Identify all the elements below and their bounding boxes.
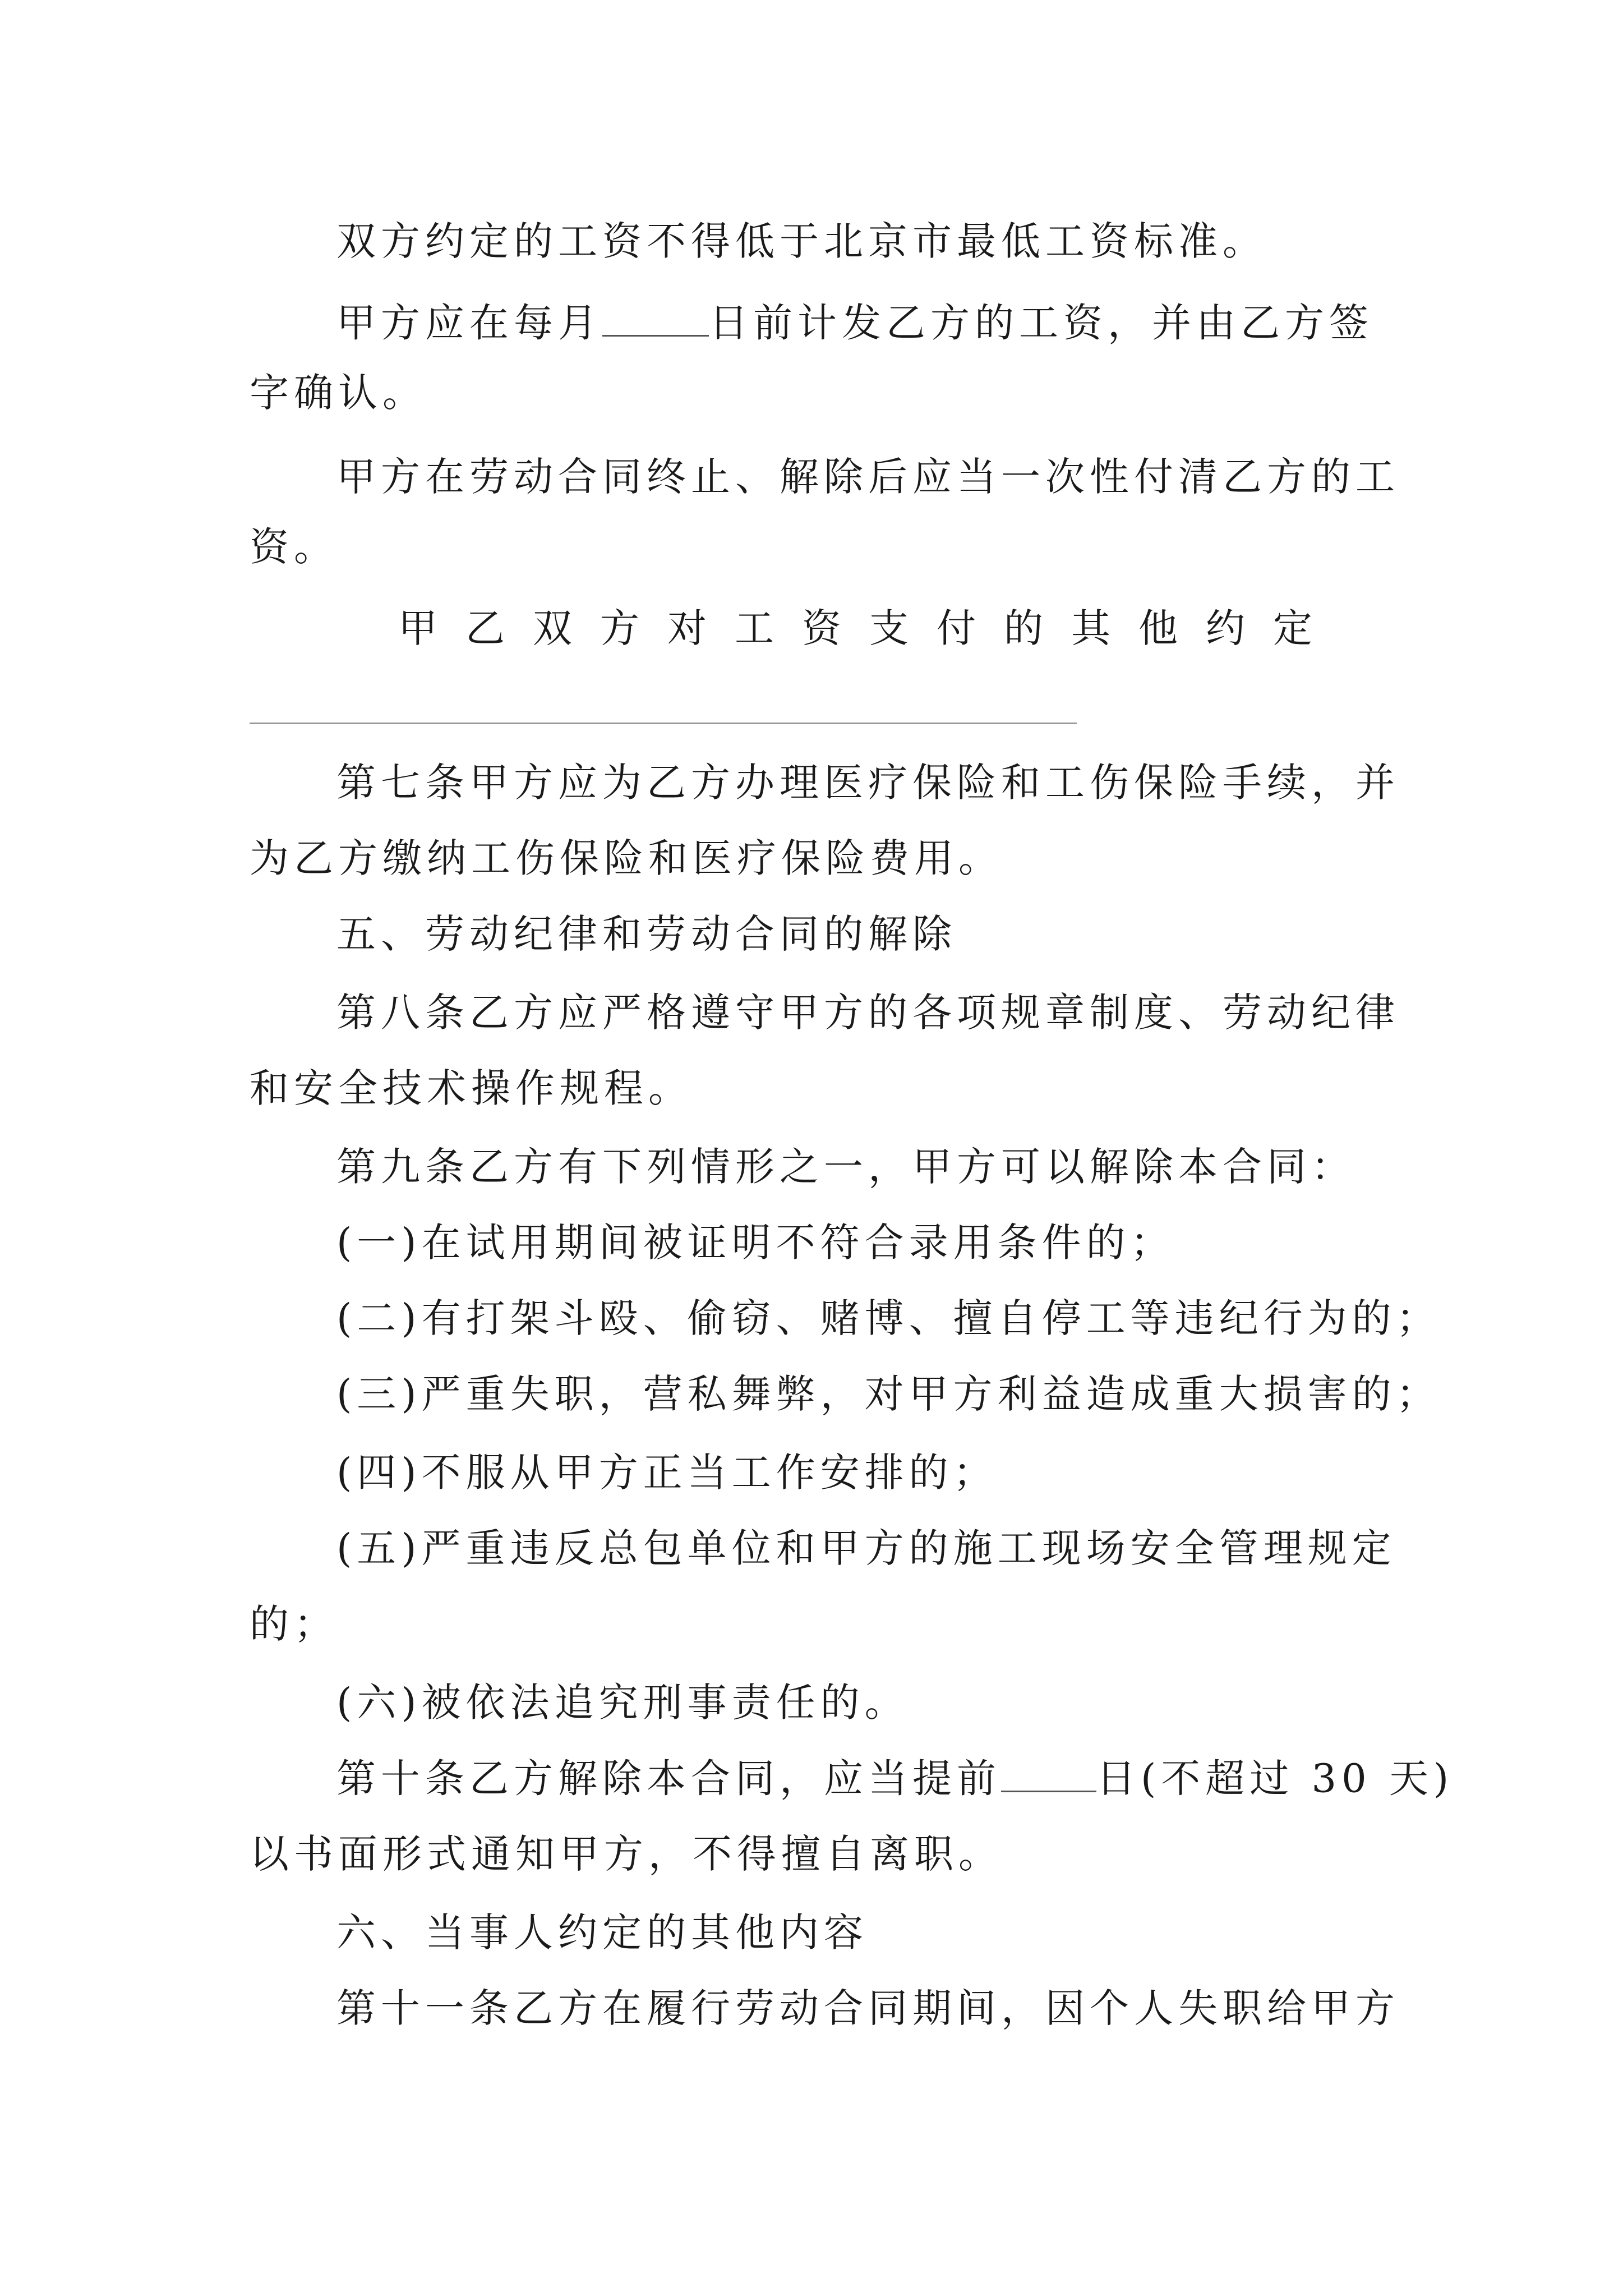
paragraph-article-7 <box>336 757 1400 808</box>
text: (四)不服从甲方正当工作安排的； <box>336 1450 998 1496</box>
paragraph-final-pay-continued <box>250 522 1394 572</box>
list-item-5-continued <box>250 1599 1394 1649</box>
text: 第九条乙方有下列情形之一，甲方可以解除本合同： <box>336 1144 1355 1190</box>
text: 为乙方缴纳工伤保险和医疗保险费用。 <box>250 835 1003 881</box>
text: 和安全技术操作规程。 <box>250 1065 693 1111</box>
text: 资。 <box>250 524 338 570</box>
section-heading-6 <box>336 1907 1394 1958</box>
text: 字确认。 <box>250 370 427 416</box>
paragraph-article-8-continued <box>250 1063 1394 1114</box>
paragraph-payday <box>336 297 1394 348</box>
text: 甲乙双方对工资支付的其他约定 <box>398 605 1340 651</box>
text: 的； <box>250 1601 338 1647</box>
paragraph-wage-minimum <box>336 216 1394 266</box>
fill-in-line-other-terms[interactable] <box>250 723 1077 724</box>
list-item-2 <box>336 1293 1441 1343</box>
section-heading-5 <box>336 909 1394 959</box>
fill-in-blank-notice-days[interactable] <box>1001 1753 1096 1792</box>
list-item-1 <box>336 1217 1394 1268</box>
paragraph-article-10-continued <box>250 1829 1394 1879</box>
paragraph-final-pay <box>336 452 1400 502</box>
text: (三)严重失职，营私舞弊，对甲方利益造成重大损害的； <box>336 1371 1441 1417</box>
text: (五)严重违反总包单位和甲方的施工现场安全管理规定 <box>336 1525 1396 1571</box>
paragraph-article-11 <box>336 1983 1400 2033</box>
text: 双方约定的工资不得低于北京市最低工资标准。 <box>336 218 1267 264</box>
text: 六、当事人约定的其他内容 <box>336 1910 868 1955</box>
text: 甲方应在每月 <box>336 300 602 346</box>
paragraph-article-8 <box>336 987 1400 1038</box>
fill-in-blank-day[interactable] <box>602 297 709 337</box>
paragraph-payday-continued <box>250 367 1394 418</box>
text: 第八条乙方应严格遵守甲方的各项规章制度、劳动纪律 <box>336 990 1400 1036</box>
text: 第十条乙方解除本合同，应当提前 <box>336 1755 1001 1802</box>
text: 第七条甲方应为乙方办理医疗保险和工伤保险手续，并 <box>336 760 1400 806</box>
list-item-5 <box>336 1523 1394 1573</box>
text: 甲方在劳动合同终止、解除后应当一次性付清乙方的工 <box>336 454 1400 500</box>
paragraph-article-10 <box>336 1753 1454 1804</box>
paragraph-other-wage-terms <box>398 603 1394 654</box>
text: 第十一条乙方在履行劳动合同期间，因个人失职给甲方 <box>336 1985 1400 2031</box>
list-item-6 <box>336 1677 1394 1728</box>
text: 以书面形式通知甲方，不得擅自离职。 <box>250 1831 1003 1877</box>
paragraph-article-7-continued <box>250 833 1394 884</box>
text: 日前计发乙方的工资，并由乙方签 <box>709 300 1373 346</box>
text: (六)被依法追究刑事责任的。 <box>336 1680 909 1726</box>
text: 五、劳动纪律和劳动合同的解除 <box>336 911 957 957</box>
text: (一)在试用期间被证明不符合录用条件的； <box>336 1220 1175 1266</box>
list-item-3 <box>336 1369 1441 1419</box>
text: 日(不超过 30 天) <box>1096 1755 1454 1802</box>
paragraph-article-9 <box>336 1142 1394 1192</box>
list-item-4 <box>336 1447 1394 1498</box>
text: (二)有打架斗殴、偷窃、赌博、擅自停工等违纪行为的； <box>336 1295 1441 1341</box>
